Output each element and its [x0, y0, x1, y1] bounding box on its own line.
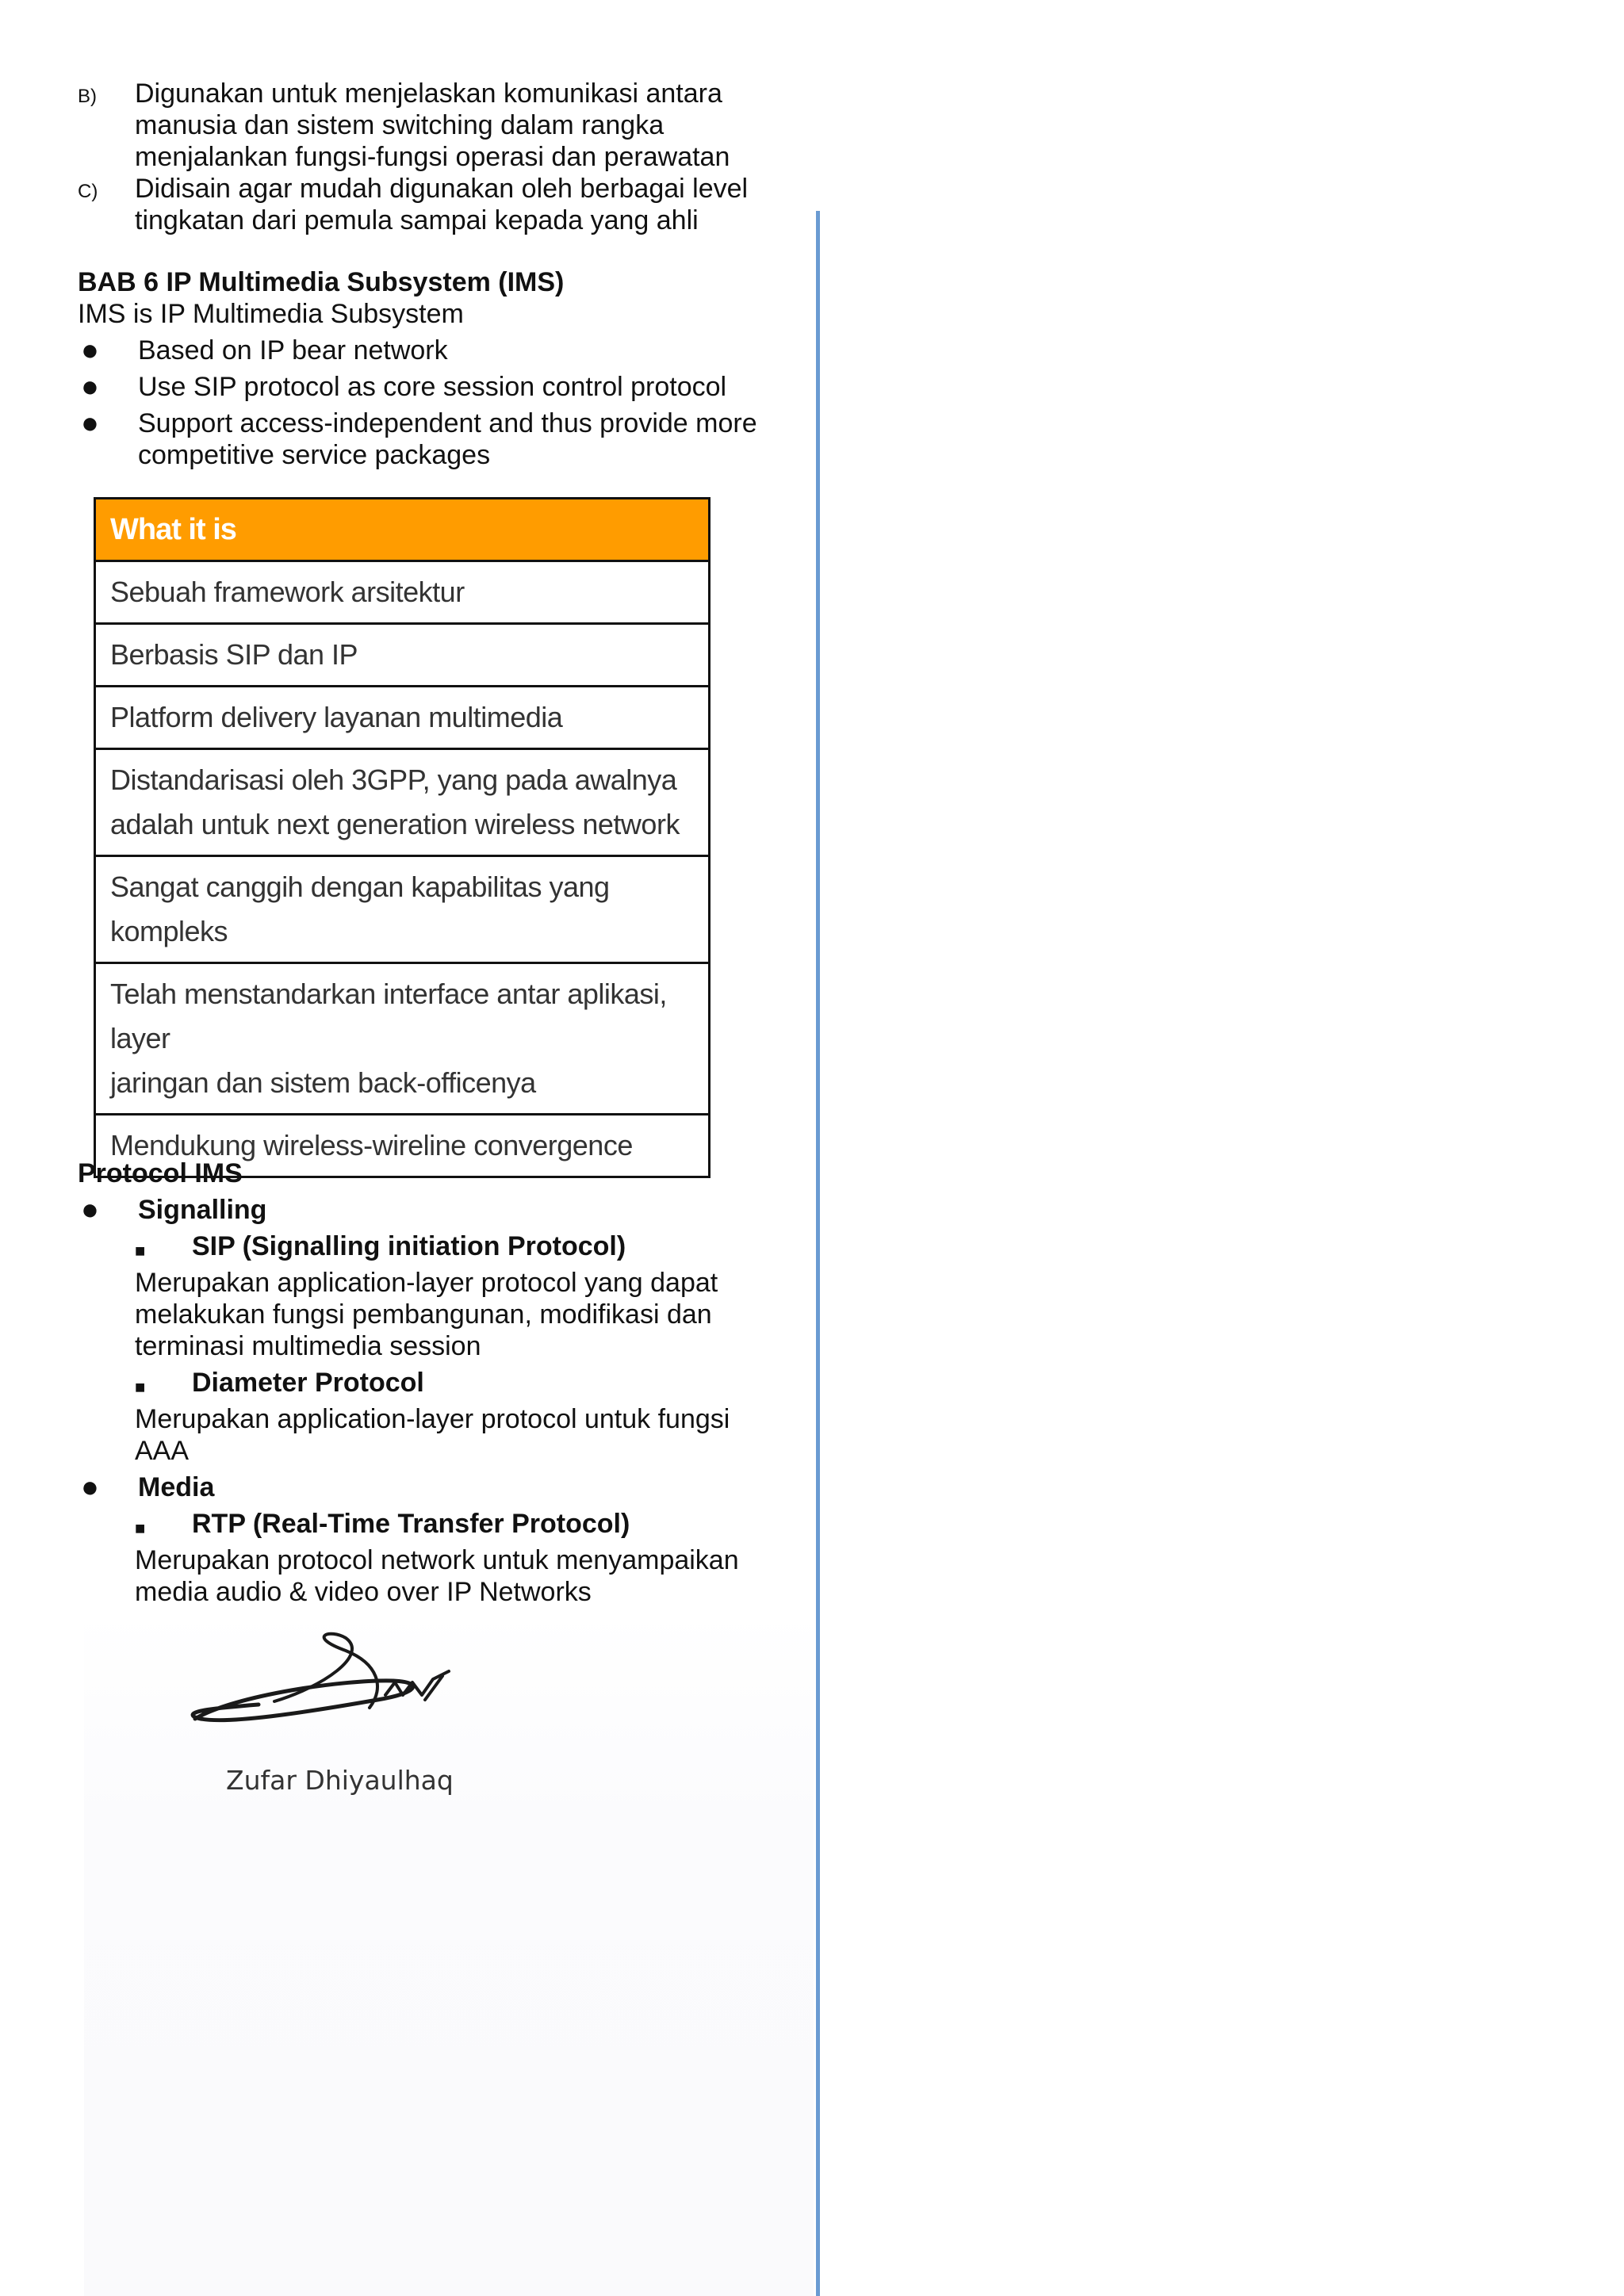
table-cell-line: Sebuah framework arsitektur: [110, 576, 465, 608]
text-line: Based on IP bear network: [138, 335, 448, 365]
text-line: Merupakan application-layer protocol untuk fungsi: [135, 1404, 730, 1434]
bullet-item: [78, 408, 776, 471]
table-cell-line: adalah untuk next generation wireless network: [110, 808, 680, 840]
section-heading-protocol: Protocol IMS: [78, 1158, 243, 1188]
sub-bullet-title: Diameter Protocol: [192, 1368, 424, 1398]
table-row: [96, 562, 708, 625]
square-bullet-icon: ■: [135, 1377, 146, 1397]
text-line: terminasi multimedia session: [135, 1331, 481, 1361]
bullet-item-signalling: [78, 1194, 776, 1226]
text-line: media audio & video over IP Networks: [135, 1577, 592, 1607]
rtp-description: [78, 1544, 776, 1608]
what-it-is-table: [94, 497, 710, 1178]
list-item-c: [78, 173, 776, 236]
sub-bullet-title: RTP (Real-Time Transfer Protocol): [192, 1509, 630, 1539]
text-line: competitive service packages: [138, 440, 491, 470]
bullet-icon: ●: [81, 1193, 99, 1226]
sub-bullet-title: SIP (Signalling initiation Protocol): [192, 1231, 626, 1261]
document-column: [78, 78, 776, 471]
bullet-item-media: [78, 1471, 776, 1503]
table-row: [96, 857, 708, 964]
diameter-description: [78, 1403, 776, 1467]
table-cell-line: Telah menstandarkan interface antar aplikasi, layer: [110, 978, 667, 1054]
bullet-icon: ●: [81, 407, 99, 440]
sub-bullet-sip: [78, 1230, 776, 1267]
list-marker: C): [78, 181, 98, 202]
table-header: What it is: [96, 499, 708, 562]
text-line: Use SIP protocol as core session control protocol: [138, 372, 727, 402]
table-row: [96, 964, 708, 1115]
square-bullet-icon: ■: [135, 1241, 146, 1261]
column-divider: [816, 211, 820, 2296]
bullet-icon: ●: [81, 370, 99, 404]
table-cell-line: Berbasis SIP dan IP: [110, 638, 358, 671]
signature-scribble-icon: [187, 1632, 473, 1743]
table-row: [96, 625, 708, 687]
section-intro: IMS is IP Multimedia Subsystem: [78, 299, 464, 329]
bullet-label: Signalling: [138, 1195, 267, 1225]
sub-bullet-rtp: [78, 1508, 776, 1544]
sip-description: [78, 1267, 776, 1362]
text-line: Merupakan protocol network untuk menyampaikan: [135, 1545, 739, 1575]
text-line: menjalankan fungsi-fungsi operasi dan perawatan: [135, 142, 730, 172]
bullet-icon: ●: [81, 1471, 99, 1504]
bullet-label: Media: [138, 1472, 215, 1502]
text-line: Didisain agar mudah digunakan oleh berbagai level: [135, 174, 749, 204]
text-line: Digunakan untuk menjelaskan komunikasi antara: [135, 78, 722, 109]
text-line: Support access-independent and thus provide more: [138, 408, 757, 438]
table-cell-line: Sangat canggih dengan kapabilitas yang kompleks: [110, 871, 610, 947]
table-cell-line: Distandarisasi oleh 3GPP, yang pada awalnya: [110, 763, 677, 796]
table-cell-line: Platform delivery layanan multimedia: [110, 701, 563, 733]
text-line: AAA: [135, 1436, 190, 1466]
bullet-icon: ●: [81, 334, 99, 367]
sub-bullet-diameter: [78, 1367, 776, 1403]
section-heading-ims: BAB 6 IP Multimedia Subsystem (IMS): [78, 267, 565, 297]
table-cell-line: Mendukung wireless-wireline convergence: [110, 1129, 633, 1161]
protocol-section: [78, 1158, 776, 1608]
bullet-item: [78, 335, 776, 366]
square-bullet-icon: ■: [135, 1518, 146, 1538]
text-line: tingkatan dari pemula sampai kepada yang ahli: [135, 205, 699, 235]
list-item-b: [78, 78, 776, 173]
list-marker: B): [78, 86, 97, 107]
table-row: [96, 750, 708, 857]
text-line: Merupakan application-layer protocol yang dapat: [135, 1268, 718, 1298]
text-line: melakukan fungsi pembangunan, modifikasi dan: [135, 1299, 712, 1330]
table-cell-line: jaringan dan sistem back-officenya: [110, 1066, 536, 1099]
bullet-item: [78, 371, 776, 403]
table-row: [96, 687, 708, 750]
signature-name: Zufar Dhiyaulhaq: [226, 1765, 454, 1796]
text-line: manusia dan sistem switching dalam rangka: [135, 110, 665, 140]
